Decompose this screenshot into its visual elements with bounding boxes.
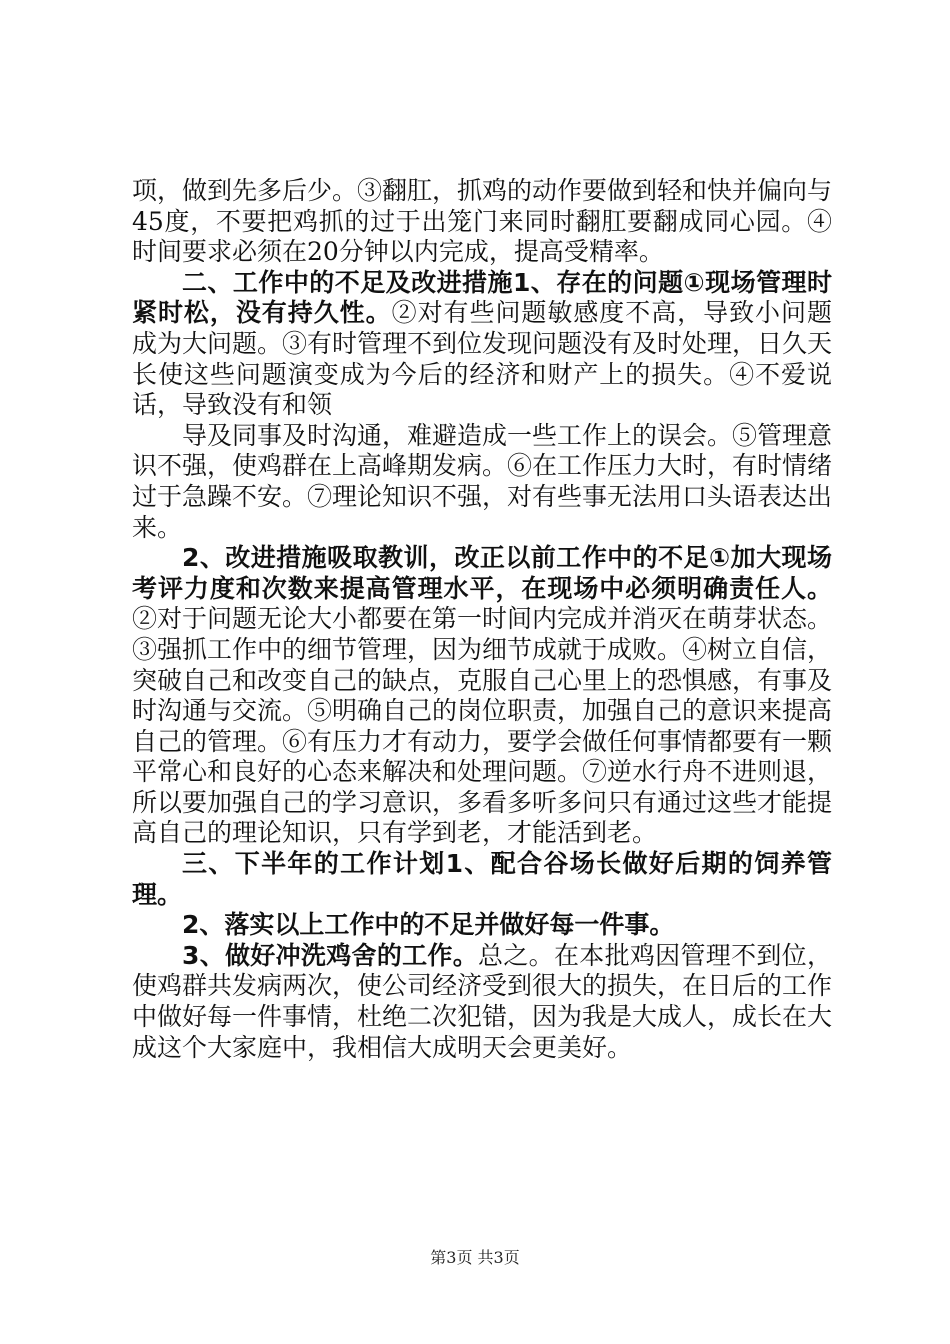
- paragraph-1-text: 项，做到先多后少。③翻肛，抓鸡的动作要做到轻和快并偏向与45度，不要把鸡抓的过于出笼门来同时翻肛要翻成同心园。④时间要求必须在20分钟以内完成，提高受精率。: [132, 176, 833, 267]
- paragraph-7: [132, 941, 832, 1063]
- paragraph-6: [132, 910, 832, 941]
- paragraph-2-text: ②对有些问题敏感度不高，导致小问题成为大问题。③有时管理不到位发现问题没有及时处理，日久天长使这些问题演变成为今后的经济和财产上的损失。④不爱说话，导致没有和领: [132, 298, 833, 420]
- plan-item-2: 2、落实以上工作中的不足并做好每一件事。: [182, 910, 675, 940]
- plan-item-3: 3、做好冲洗鸡舍的工作。: [182, 940, 479, 970]
- section-3-heading: 三、下半年的工作计划1、配合谷场长做好后期的饲养管理。: [132, 849, 832, 909]
- paragraph-1: [132, 176, 832, 268]
- page-footer: 第3页 共3页: [430, 1248, 520, 1267]
- paragraph-3-text: 导及同事及时沟通，难避造成一些工作上的误会。⑤管理意识不强，使鸡群在上高峰期发病。⑥在工作压力大时，有时情绪过于急躁不安。⑦理论知识不强，对有些事无法用口头语表达出来。: [132, 420, 833, 542]
- document-body: [132, 176, 832, 1063]
- paragraph-4-text: ②对于问题无论大小都要在第一时间内完成并消灭在萌芽状态。③强抓工作中的细节管理，因为细节成就于成败。④树立自信，突破自己和改变自己的缺点，克服自己心里上的恐惧感，有事及时沟通与交流。⑤明确自己的岗位职责，加强自己的意识来提高自己的管理。⑥有压力才有动力，要学会做任何事情都要有一颗平常心和良好的心态来解决和处理问题。⑦逆水行舟不进则退，所以要加强自己的学习意识，多看多听多问只有通过这些才能提高自己的理论知识，只有学到老，才能活到老。: [132, 604, 833, 848]
- paragraph-4: [132, 543, 832, 849]
- paragraph-7-text: 总之。在本批鸡因管理不到位，使鸡群共发病两次，使公司经济受到很大的损失，在日后的工作中做好每一件事情，杜绝二次犯错，因为我是大成人，成长在大成这个大家庭中，我相信大成明天会更美好。: [132, 940, 833, 1062]
- paragraph-3: [132, 421, 832, 543]
- section-2-heading: 二、工作中的不足及改进措施1、存在的问题①现场管理时紧时松，没有持久性。: [132, 267, 832, 328]
- improvement-heading: 2、改进措施吸取教训，改正以前工作中的不足①加大现场考评力度和次数来提高管理水平，在现场中必须明确责任人。: [132, 543, 832, 603]
- paragraph-2: [132, 268, 832, 421]
- paragraph-5: [132, 849, 832, 910]
